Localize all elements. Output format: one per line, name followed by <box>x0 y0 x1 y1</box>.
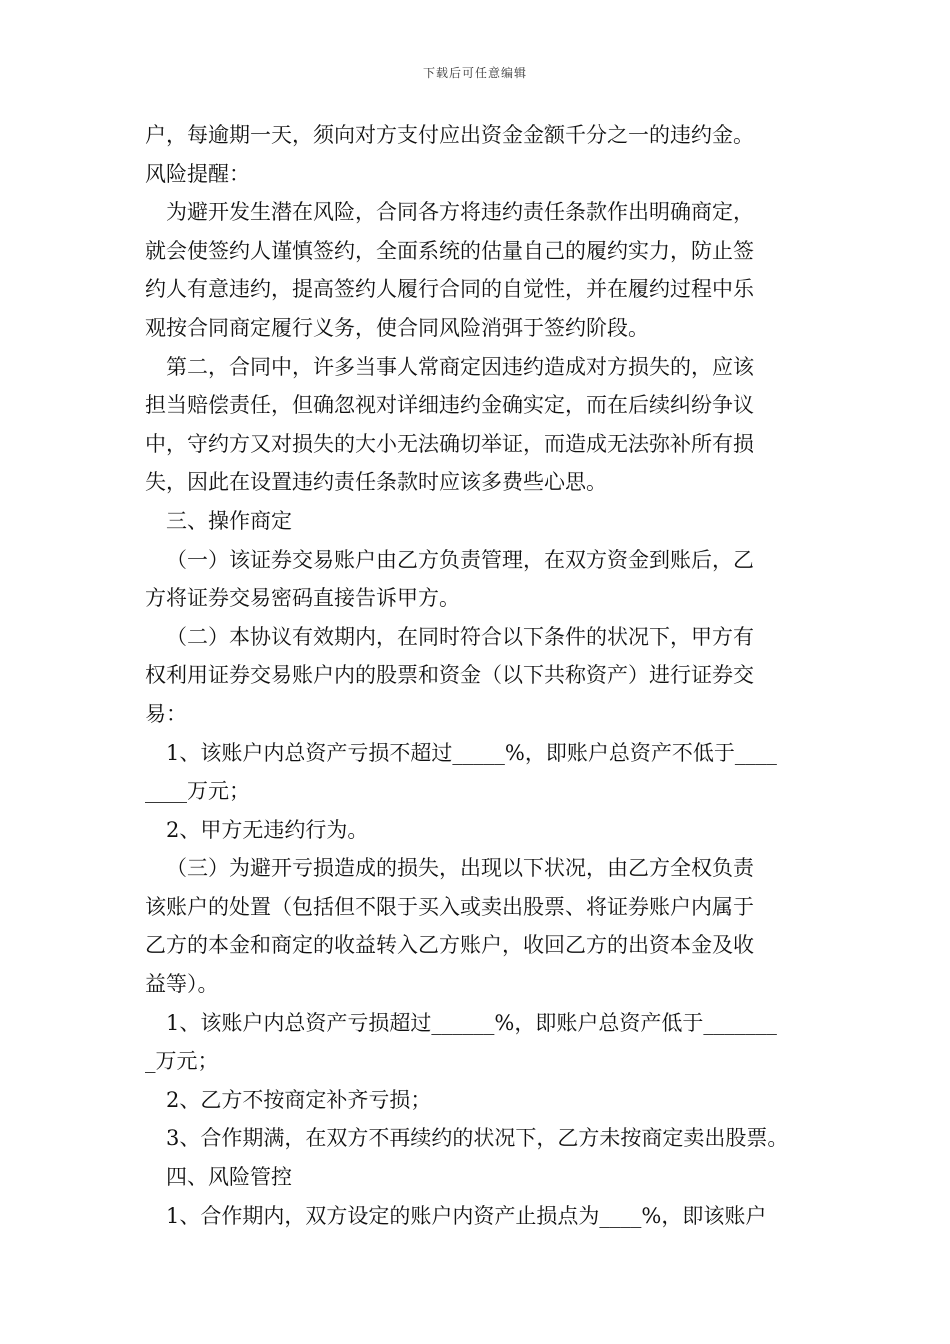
text-line: 失，因此在设置违约责任条款时应该多费些心思。 <box>145 470 607 495</box>
text-line: 1、该账户内总资产亏损不超过_____%，即账户总资产不低于____ <box>166 740 777 765</box>
document-body <box>145 116 810 1235</box>
text-line: ____万元； <box>145 779 250 804</box>
text-line: 1、合作期内，双方设定的账户内资产止损点为____%，即该账户 <box>166 1203 767 1228</box>
text-line: 2、乙方不按商定补齐亏损； <box>166 1087 432 1112</box>
section-heading: 四、风险管控 <box>166 1165 292 1190</box>
text-line: 第二，合同中，许多当事人常商定因违约造成对方损失的，应该 <box>166 354 754 379</box>
text-line: 就会使签约人谨慎签约，全面系统的估量自己的履约实力，防止签 <box>145 238 754 263</box>
text-line: 1、该账户内总资产亏损超过______%，即账户总资产低于_______ <box>166 1010 777 1035</box>
text-line: 方将证券交易密码直接告诉甲方。 <box>145 586 460 611</box>
text-line: 户，每逾期一天，须向对方支付应出资金金额千分之一的违约金。 <box>145 123 754 147</box>
text-line: （三）为避开亏损造成的损失，出现以下状况，由乙方全权负责 <box>166 856 754 881</box>
text-line: 该账户的处置（包括但不限于买入或卖出股票、将证券账户内属于 <box>145 894 754 919</box>
text-line: 易： <box>145 701 187 726</box>
section-heading: 三、操作商定 <box>166 508 292 533</box>
text-line: 益等）。 <box>145 972 219 997</box>
text-line: （一）该证券交易账户由乙方负责管理，在双方资金到账后，乙 <box>166 547 754 572</box>
text-line: 观按合同商定履行义务，使合同风险消弭于签约阶段。 <box>145 315 649 340</box>
text-line: 中，守约方又对损失的大小无法确切举证，而造成无法弥补所有损 <box>145 431 754 456</box>
text-line: _万元； <box>145 1049 219 1074</box>
text-line: 风险提醒： <box>145 161 250 186</box>
page-header: 下载后可任意编辑 <box>422 66 527 80</box>
text-line: 2、甲方无违约行为。 <box>166 817 369 842</box>
text-line: 3、合作期满，在双方不再续约的状况下，乙方未按商定卖出股票。 <box>166 1126 789 1151</box>
text-line: 乙方的本金和商定的收益转入乙方账户，收回乙方的出资本金及收 <box>145 933 754 958</box>
text-line: 为避开发生潜在风险，合同各方将违约责任条款作出明确商定， <box>166 200 754 225</box>
text-line: （二）本协议有效期内，在同时符合以下条件的状况下，甲方有 <box>166 624 754 649</box>
text-line: 约人有意违约，提高签约人履行合同的自觉性，并在履约过程中乐 <box>145 277 754 302</box>
text-line: 担当赔偿责任，但确忽视对详细违约金确实定，而在后续纠纷争议 <box>145 393 754 418</box>
text-line: 权利用证券交易账户内的股票和资金（以下共称资产）进行证券交 <box>145 663 754 688</box>
